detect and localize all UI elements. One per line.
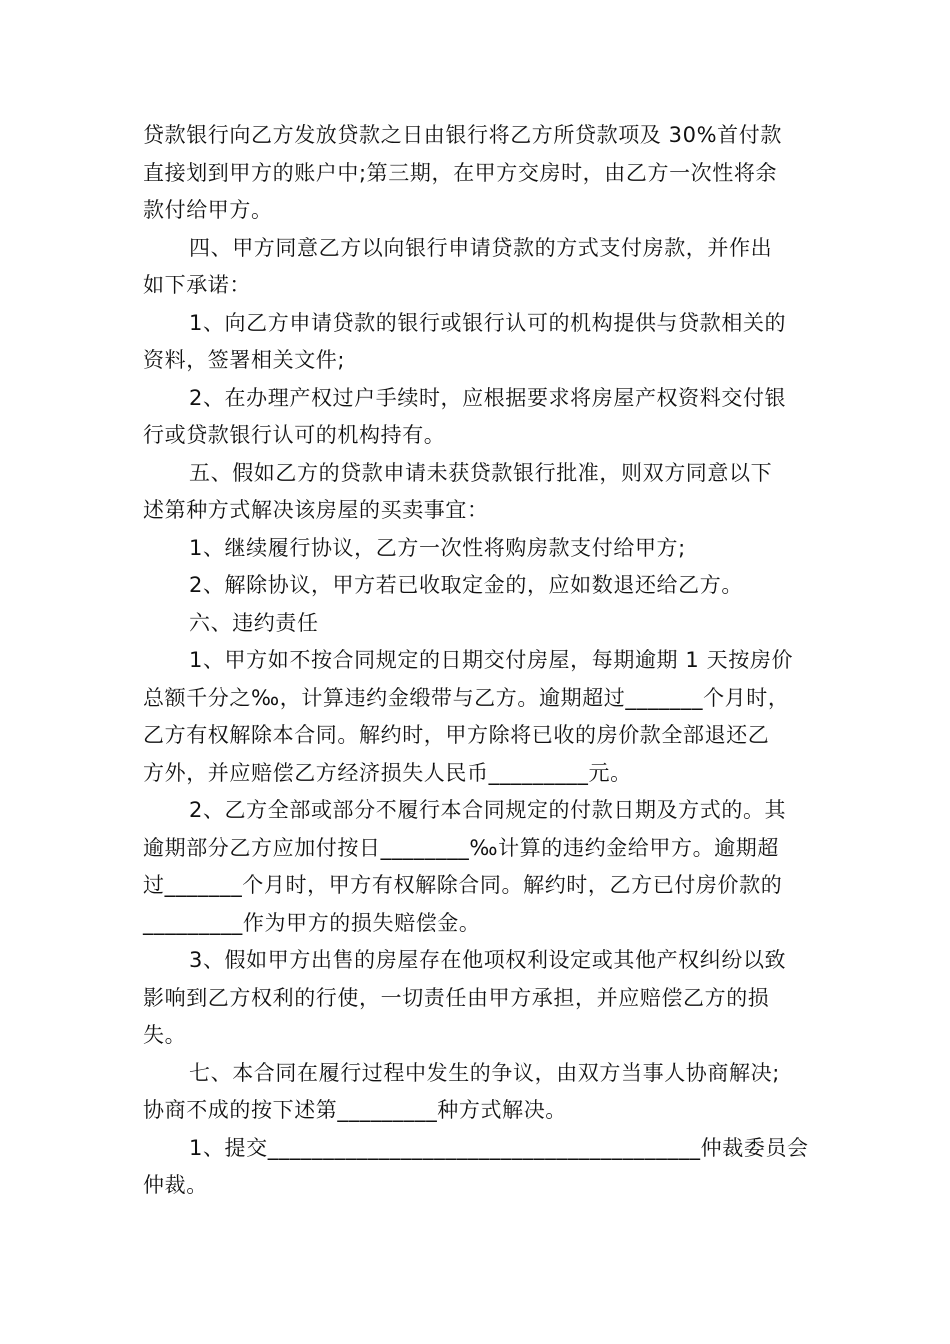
text-line: 仲裁。 <box>143 1173 208 1197</box>
clause-5-item-2: 2、解除协议，甲方若已收取定金的，应如数退还给乙方。 <box>189 573 743 597</box>
text-line: 总额千分之‰，计算违约金缎带与乙方。逾期超过_______个月时， <box>143 685 790 710</box>
text-line: _________作为甲方的损失赔偿金。 <box>143 910 481 935</box>
text-line: 资料，签署相关文件; <box>143 348 346 372</box>
clause-6-item-3: 3、假如甲方出售的房屋存在他项权利设定或其他产权纠纷以致 <box>189 948 787 972</box>
clause-4-heading: 四、甲方同意乙方以向银行申请贷款的方式支付房款，并作出 <box>189 235 773 260</box>
text-line: 行或贷款银行认可的机构持有。 <box>143 423 446 447</box>
clause-7-item-1: 1、提交_______________________________________仲裁委员会 <box>189 1135 809 1160</box>
text-line: 过_______个月时，甲方有权解除合同。解约时，乙方已付房价款的 <box>143 873 783 897</box>
text-line: 乙方有权解除本合同。解约时，甲方除将已收的房价款全部退还乙 <box>143 723 770 747</box>
text-line: 述第种方式解决该房屋的买卖事宜： <box>143 498 489 522</box>
text-line: 直接划到甲方的账户中;第三期，在甲方交房时，由乙方一次性将余 <box>143 160 778 185</box>
text-line: 影响到乙方权利的行使，一切责任由甲方承担，并应赔偿乙方的损 <box>143 985 770 1010</box>
clause-6-heading: 六、违约责任 <box>189 610 319 635</box>
text-line: 失。 <box>143 1023 187 1047</box>
text-line: 款付给甲方。 <box>143 198 273 222</box>
clause-5-item-1: 1、继续履行协议，乙方一次性将购房款支付给甲方; <box>189 535 686 560</box>
clause-7-heading: 七、本合同在履行过程中发生的争议，由双方当事人协商解决; <box>189 1060 780 1085</box>
clause-6-item-2: 2、乙方全部或部分不履行本合同规定的付款日期及方式的。其 <box>189 798 787 822</box>
text-line: 逾期部分乙方应加付按日________‰计算的违约金给甲方。逾期超 <box>143 835 779 860</box>
clause-6-item-1: 1、甲方如不按合同规定的日期交付房屋，每期逾期 1 天按房价 <box>189 648 794 672</box>
text-line: 方外，并应赔偿乙方经济损失人民币_________元。 <box>143 760 632 785</box>
clause-5-heading: 五、假如乙方的贷款申请未获贷款银行批准，则双方同意以下 <box>189 460 773 485</box>
clause-4-item-2: 2、在办理产权过户手续时，应根据要求将房屋产权资料交付银 <box>189 385 787 410</box>
clause-4-item-1: 1、向乙方申请贷款的银行或银行认可的机构提供与贷款相关的 <box>189 310 787 335</box>
contract-body-text <box>143 117 811 1205</box>
text-line: 如下承诺： <box>143 273 251 297</box>
text-line: 协商不成的按下述第_________种方式解决。 <box>143 1098 567 1122</box>
text-line: 贷款银行向乙方发放贷款之日由银行将乙方所贷款项及 30%首付款 <box>143 123 782 147</box>
